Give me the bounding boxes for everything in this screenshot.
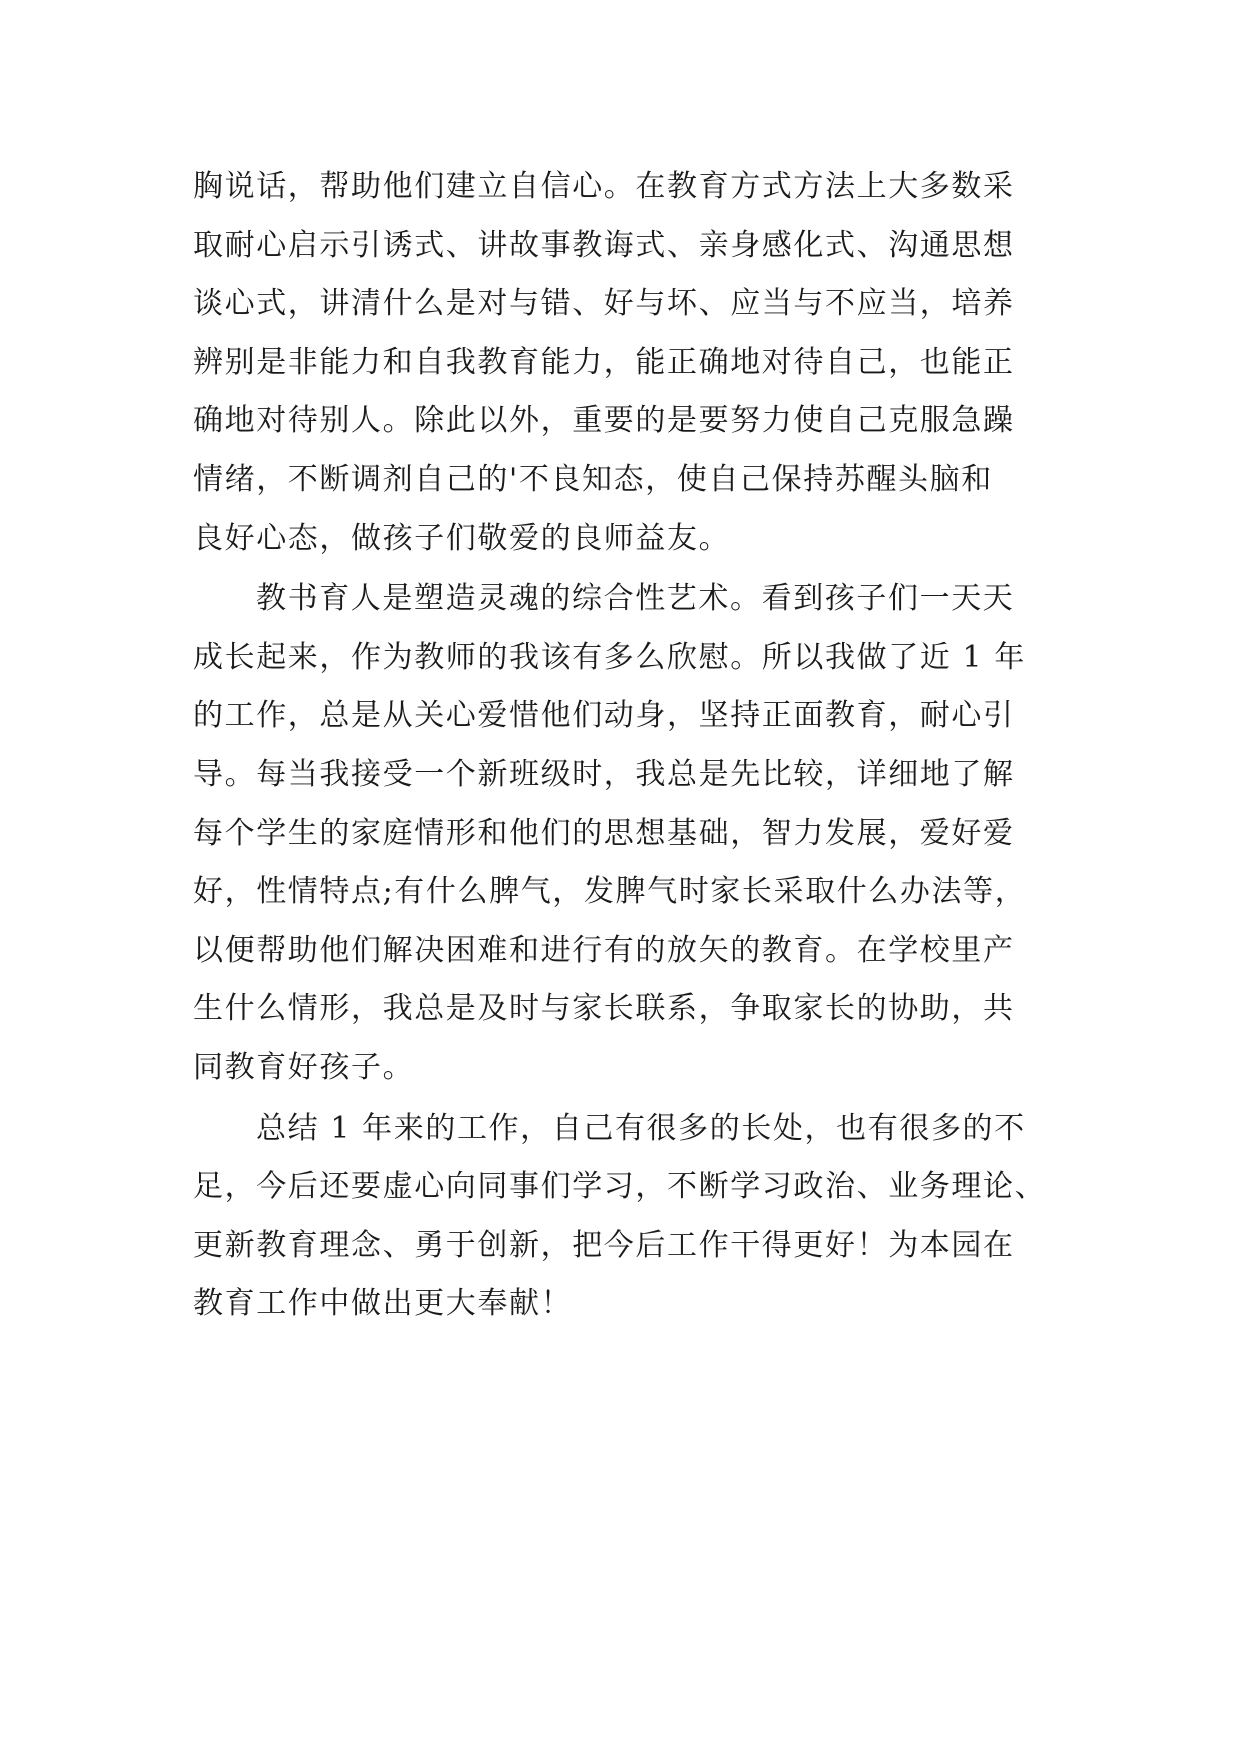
- text-line: 每个学生的家庭情形和他们的思想基础，智力发展，爱好爱: [193, 815, 1015, 851]
- text-line: 生什么情形，我总是及时与家长联系，争取家长的协助，共: [193, 991, 1015, 1027]
- text-line: 谈心式，讲清什么是对与错、好与坏、应当与不应当，培养: [193, 286, 1015, 322]
- text-line: 教育工作中做出更大奉献！: [193, 1286, 573, 1322]
- paragraph-first-line: 教书育人是塑造灵魂的综合性艺术。看到孩子们一天天: [256, 581, 1015, 617]
- paragraph-first-line: 总结 1 年来的工作，自己有很多的长处，也有很多的不: [256, 1110, 1026, 1146]
- text-line: 确地对待别人。除此以外，重要的是要努力使自己克服急躁: [193, 403, 1015, 439]
- text-line: 更新教育理念、勇于创新，把今后工作干得更好！为本园在: [193, 1227, 1015, 1263]
- text-line: 同教育好孩子。: [193, 1049, 415, 1085]
- text-line: 好，性情特点;有什么脾气，发脾气时家长采取什么办法等，: [193, 874, 1027, 910]
- text-line: 取耐心启示引诱式、讲故事教诲式、亲身感化式、沟通思想: [193, 227, 1015, 263]
- body-text: [193, 158, 1053, 1334]
- text-line: 良好心态，做孩子们敬爱的良师益友。: [193, 520, 731, 556]
- text-line: 辨别是非能力和自我教育能力，能正确地对待自己，也能正: [193, 344, 1015, 380]
- text-line: 以便帮助他们解决困难和进行有的放矢的教育。在学校里产: [193, 932, 1015, 968]
- text-line: 胸说话，帮助他们建立自信心。在教育方式方法上大多数采: [193, 169, 1015, 204]
- text-line: 成长起来，作为教师的我该有多么欣慰。所以我做了近 1 年: [193, 639, 1026, 675]
- text-line: 的工作，总是从关心爱惜他们动身，坚持正面教育，耐心引: [193, 698, 1015, 734]
- text-line: 情绪，不断调剂自己的'不良知态，使自己保持苏醒头脑和: [193, 461, 993, 497]
- text-line: 足，今后还要虚心向同事们学习，不断学习政治、业务理论、: [193, 1169, 1047, 1205]
- text-line: 导。每当我接受一个新班级时，我总是先比较，详细地了解: [193, 756, 1015, 792]
